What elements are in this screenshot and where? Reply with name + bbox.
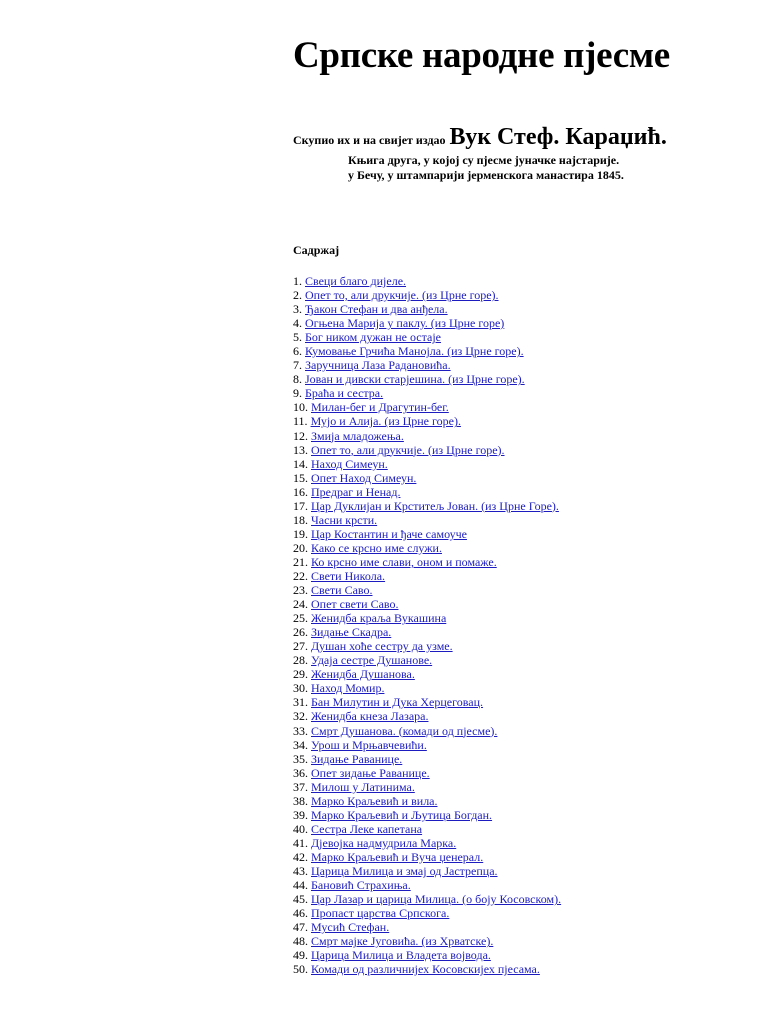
toc-item-number: 14. bbox=[293, 456, 308, 471]
toc-item-number: 42. bbox=[293, 849, 308, 864]
toc-link[interactable]: Царица Милица и Владета војвода. bbox=[311, 948, 491, 963]
toc-item-number: 20. bbox=[293, 540, 308, 555]
toc-item bbox=[293, 316, 561, 330]
toc-link[interactable]: Ко крсно име слави, оном и помаже. bbox=[311, 554, 497, 569]
toc-link[interactable]: Часни крсти. bbox=[311, 512, 378, 527]
toc-link[interactable]: Милан-бег и Драгутин-бег. bbox=[311, 400, 449, 415]
toc-item-number: 45. bbox=[293, 892, 308, 907]
toc-item bbox=[293, 681, 561, 695]
toc-item bbox=[293, 850, 561, 864]
toc-link[interactable]: Царица Милица и змај од Јастрепца. bbox=[311, 863, 498, 878]
toc-item bbox=[293, 555, 561, 569]
toc-item bbox=[293, 667, 561, 681]
toc-link[interactable]: Свети Никола. bbox=[311, 568, 386, 583]
toc-link[interactable]: Марко Краљевић и вила. bbox=[311, 793, 438, 808]
toc-item-number: 21. bbox=[293, 554, 308, 569]
toc-item bbox=[293, 302, 561, 316]
toc-item bbox=[293, 948, 561, 962]
toc-item bbox=[293, 962, 561, 976]
toc-link[interactable]: Цар Лазар и царица Милица. (о боју Косовском). bbox=[311, 892, 562, 907]
table-of-contents bbox=[293, 274, 561, 976]
toc-link[interactable]: Бановић Страхиња. bbox=[311, 878, 411, 893]
toc-item bbox=[293, 724, 561, 738]
toc-item bbox=[293, 414, 561, 428]
toc-link[interactable]: Зидање Скадра. bbox=[311, 625, 392, 640]
toc-item-number: 4. bbox=[293, 316, 302, 331]
toc-link[interactable]: Јован и дивски старјешина. (из Црне горе). bbox=[305, 372, 525, 387]
toc-item bbox=[293, 386, 561, 400]
toc-item-number: 28. bbox=[293, 653, 308, 668]
toc-item-number: 18. bbox=[293, 512, 308, 527]
toc-item bbox=[293, 443, 561, 457]
toc-item bbox=[293, 597, 561, 611]
toc-item-number: 17. bbox=[293, 498, 308, 513]
toc-item bbox=[293, 794, 561, 808]
toc-item bbox=[293, 569, 561, 583]
toc-item bbox=[293, 653, 561, 667]
toc-link[interactable]: Како се крсно име служи. bbox=[311, 540, 442, 555]
toc-item bbox=[293, 934, 561, 948]
toc-item-number: 26. bbox=[293, 625, 308, 640]
toc-item-number: 50. bbox=[293, 962, 308, 977]
toc-item bbox=[293, 541, 561, 555]
toc-link[interactable]: Опет зидање Раванице. bbox=[311, 765, 430, 780]
toc-item-number: 49. bbox=[293, 948, 308, 963]
toc-item-number: 44. bbox=[293, 878, 308, 893]
toc-link[interactable]: Предраг и Ненад. bbox=[311, 484, 401, 499]
toc-link[interactable]: Мујо и Алија. (из Црне горе). bbox=[310, 414, 461, 429]
toc-item bbox=[293, 864, 561, 878]
toc-item bbox=[293, 878, 561, 892]
toc-item bbox=[293, 780, 561, 794]
toc-item-number: 2. bbox=[293, 288, 302, 303]
toc-item bbox=[293, 527, 561, 541]
toc-item bbox=[293, 920, 561, 934]
toc-link[interactable]: Кумовање Грчића Манојла. (из Црне горе). bbox=[305, 344, 524, 359]
toc-item bbox=[293, 499, 561, 513]
toc-link[interactable]: Бог ником дужан не остаје bbox=[305, 330, 441, 345]
toc-item bbox=[293, 836, 561, 850]
toc-item bbox=[293, 709, 561, 723]
toc-item bbox=[293, 513, 561, 527]
toc-item bbox=[293, 906, 561, 920]
toc-link[interactable]: Зидање Раванице. bbox=[311, 751, 403, 766]
toc-item-number: 5. bbox=[293, 330, 302, 345]
toc-link[interactable]: Женидба кнеза Лазара. bbox=[311, 709, 429, 724]
toc-item bbox=[293, 274, 561, 288]
toc-item-number: 41. bbox=[293, 835, 308, 850]
toc-link[interactable]: Женидба краља Вукашина bbox=[311, 611, 447, 626]
toc-item bbox=[293, 892, 561, 906]
toc-link[interactable]: Душан хоће сестру да узме. bbox=[311, 639, 453, 654]
toc-item-number: 29. bbox=[293, 667, 308, 682]
toc-item bbox=[293, 429, 561, 443]
toc-item bbox=[293, 372, 561, 386]
toc-item-number: 43. bbox=[293, 863, 308, 878]
toc-link[interactable]: Цар Костантин и ђаче самоуче bbox=[311, 526, 467, 541]
toc-link[interactable]: Марко Краљевић и Вуча џенерал. bbox=[311, 849, 484, 864]
toc-item bbox=[293, 625, 561, 639]
toc-item-number: 30. bbox=[293, 681, 308, 696]
byline bbox=[293, 124, 667, 151]
toc-link[interactable]: Урош и Мрњавчевићи. bbox=[311, 737, 427, 752]
page-title: Српске народне пјесме bbox=[293, 35, 670, 76]
toc-link[interactable]: Смрт мајке Југовића. (из Хрватске). bbox=[311, 934, 494, 949]
toc-link[interactable]: Опет то, али друкчије. (из Црне горе). bbox=[305, 288, 499, 303]
toc-item bbox=[293, 485, 561, 499]
toc-item bbox=[293, 752, 561, 766]
toc-link[interactable]: Заручница Лаза Радановића. bbox=[305, 358, 451, 373]
toc-link[interactable]: Смрт Душанова. (комади од пјесме). bbox=[311, 723, 498, 738]
toc-item-number: 16. bbox=[293, 484, 308, 499]
toc-item-number: 8. bbox=[293, 372, 302, 387]
toc-link[interactable]: Змија младожења. bbox=[311, 428, 404, 443]
toc-link[interactable]: Пропаст царства Српскога. bbox=[311, 906, 450, 921]
toc-item-number: 39. bbox=[293, 807, 308, 822]
toc-item bbox=[293, 457, 561, 471]
toc-item-number: 34. bbox=[293, 737, 308, 752]
toc-item bbox=[293, 822, 561, 836]
toc-item-number: 13. bbox=[293, 442, 308, 457]
toc-link[interactable]: Бан Милутин и Дука Херцеговац. bbox=[311, 695, 484, 710]
toc-item bbox=[293, 358, 561, 372]
toc-item-number: 31. bbox=[293, 695, 308, 710]
toc-link[interactable]: Свеци благо дијеле. bbox=[305, 274, 407, 288]
toc-item-number: 6. bbox=[293, 344, 302, 359]
toc-item-number: 40. bbox=[293, 821, 308, 836]
toc-item bbox=[293, 766, 561, 780]
toc-link[interactable]: Дјевојка надмудрила Марка. bbox=[311, 835, 457, 850]
toc-item-number: 1. bbox=[293, 274, 302, 288]
toc-item-number: 15. bbox=[293, 470, 308, 485]
toc-item bbox=[293, 808, 561, 822]
subtitle-imprint: у Бечу, у штампарији јерменскога манастира 1845. bbox=[348, 168, 624, 182]
toc-item-number: 3. bbox=[293, 302, 302, 317]
toc-link[interactable]: Сестра Леке капетана bbox=[311, 821, 423, 836]
toc-item-number: 19. bbox=[293, 526, 308, 541]
toc-item-number: 9. bbox=[293, 386, 302, 401]
toc-item bbox=[293, 695, 561, 709]
toc-item-number: 36. bbox=[293, 765, 308, 780]
toc-link[interactable]: Огњена Марија у паклу. (из Црне горе) bbox=[305, 316, 505, 331]
byline-collected: Скупио их и на свијет издао bbox=[293, 133, 446, 147]
byline-author: Вук Стеф. Караџић. bbox=[449, 124, 667, 150]
toc-link[interactable]: Ђакон Стефан и два анђела. bbox=[305, 302, 448, 317]
toc-link[interactable]: Наход Момир. bbox=[311, 681, 385, 696]
toc-link[interactable]: Опет свети Саво. bbox=[311, 597, 399, 612]
toc-link[interactable]: Комади од различнијех Косовскијех пјесама. bbox=[311, 962, 540, 977]
toc-item bbox=[293, 288, 561, 302]
toc-link[interactable]: Женидба Душанова. bbox=[311, 667, 415, 682]
toc-item bbox=[293, 583, 561, 597]
toc-item-number: 38. bbox=[293, 793, 308, 808]
toc-link[interactable]: Мусић Стефан. bbox=[311, 920, 390, 935]
toc-item-number: 12. bbox=[293, 428, 308, 443]
toc-item-number: 7. bbox=[293, 358, 302, 373]
toc-link[interactable]: Свети Саво. bbox=[311, 583, 373, 598]
toc-link[interactable]: Марко Краљевић и Љутица Богдан. bbox=[311, 807, 493, 822]
toc-item-number: 35. bbox=[293, 751, 308, 766]
toc-link[interactable]: Милош у Латинима. bbox=[311, 779, 415, 794]
toc-item-number: 25. bbox=[293, 611, 308, 626]
toc-item bbox=[293, 330, 561, 344]
toc-item bbox=[293, 344, 561, 358]
toc-item bbox=[293, 400, 561, 414]
toc-item-number: 46. bbox=[293, 906, 308, 921]
toc-item bbox=[293, 471, 561, 485]
toc-item-number: 47. bbox=[293, 920, 308, 935]
toc-item-number: 11. bbox=[293, 414, 308, 429]
toc-link[interactable]: Браћа и сестра. bbox=[305, 386, 384, 401]
toc-link[interactable]: Наход Симеун. bbox=[311, 456, 388, 471]
toc-item-number: 22. bbox=[293, 568, 308, 583]
toc-item-number: 23. bbox=[293, 583, 308, 598]
toc-item-number: 48. bbox=[293, 934, 308, 949]
toc-item-number: 24. bbox=[293, 597, 308, 612]
toc-link[interactable]: Удаја сестре Душанове. bbox=[311, 653, 433, 668]
toc-item bbox=[293, 639, 561, 653]
toc-item-number: 27. bbox=[293, 639, 308, 654]
toc-item bbox=[293, 611, 561, 625]
toc-item-number: 32. bbox=[293, 709, 308, 724]
toc-link[interactable]: Опет Наход Симеун. bbox=[311, 470, 417, 485]
toc-link[interactable]: Цар Дуклијан и Крститељ Јован. (из Црне Горе). bbox=[311, 498, 559, 513]
toc-item-number: 37. bbox=[293, 779, 308, 794]
toc-heading: Садржај bbox=[293, 243, 340, 257]
toc-link[interactable]: Опет то, али друкчије. (из Црне горе). bbox=[311, 442, 505, 457]
toc-item bbox=[293, 738, 561, 752]
toc-item-number: 10. bbox=[293, 400, 308, 415]
subtitle-book: Књига друга, у којој су пјесме јуначке најстарије. bbox=[348, 153, 620, 167]
toc-item-number: 33. bbox=[293, 723, 308, 738]
